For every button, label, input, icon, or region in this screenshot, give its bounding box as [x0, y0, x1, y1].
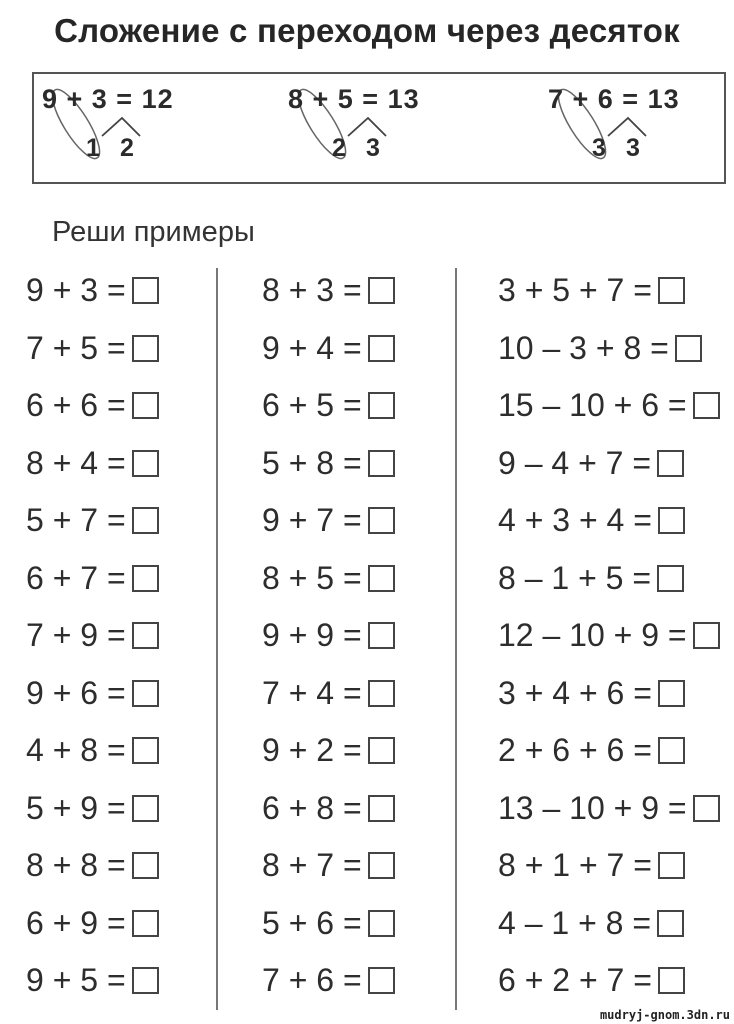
problem-row — [262, 377, 395, 435]
problem-text: 4 + 3 + 4 = — [498, 502, 652, 539]
problem-text: 6 + 5 = — [262, 387, 362, 424]
problem-row — [498, 320, 720, 378]
answer-box[interactable] — [368, 737, 395, 764]
problems-column-1 — [26, 262, 159, 1010]
problem-text: 8 – 1 + 5 = — [498, 559, 652, 596]
answer-box[interactable] — [368, 795, 395, 822]
example-box — [32, 72, 726, 184]
answer-box[interactable] — [132, 392, 159, 419]
part-first: 1 — [86, 134, 100, 162]
problem-text: 12 – 10 + 9 = — [498, 617, 687, 654]
problem-text: 5 + 7 = — [26, 502, 126, 539]
problem-row — [498, 837, 720, 895]
problem-text: 9 + 7 = — [262, 502, 362, 539]
answer-box[interactable] — [132, 967, 159, 994]
problem-row — [262, 492, 395, 550]
instruction-label: Реши примеры — [52, 216, 255, 248]
problem-text: 9 – 4 + 7 = — [498, 444, 652, 481]
example-equation: 9 + 3 = 12 — [42, 84, 174, 114]
problem-row — [26, 895, 159, 953]
answer-box[interactable] — [675, 335, 702, 362]
answer-box[interactable] — [368, 335, 395, 362]
answer-box[interactable] — [368, 852, 395, 879]
problem-row — [26, 722, 159, 780]
problem-text: 15 – 10 + 6 = — [498, 387, 687, 424]
problem-text: 9 + 5 = — [26, 962, 126, 999]
problem-text: 8 + 4 = — [26, 444, 126, 481]
problem-row — [498, 607, 720, 665]
problem-text: 10 – 3 + 8 = — [498, 329, 669, 366]
problem-text: 5 + 9 = — [26, 789, 126, 826]
problem-row — [26, 550, 159, 608]
problem-row — [498, 435, 720, 493]
example-parts — [332, 134, 400, 163]
answer-box[interactable] — [368, 507, 395, 534]
part-first: 2 — [332, 134, 346, 162]
problem-text: 4 + 8 = — [26, 732, 126, 769]
answer-box[interactable] — [132, 507, 159, 534]
problem-text: 13 – 10 + 9 = — [498, 789, 687, 826]
example-parts — [86, 134, 154, 163]
problem-row — [262, 550, 395, 608]
part-first: 3 — [592, 134, 606, 162]
problem-text: 9 + 3 = — [26, 272, 126, 309]
answer-box[interactable] — [368, 392, 395, 419]
problem-row — [26, 262, 159, 320]
problem-text: 8 + 5 = — [262, 559, 362, 596]
problem-row — [498, 722, 720, 780]
problem-text: 7 + 6 = — [262, 962, 362, 999]
answer-box[interactable] — [368, 622, 395, 649]
problem-row — [262, 780, 395, 838]
answer-box[interactable] — [658, 507, 685, 534]
problem-text: 5 + 8 = — [262, 444, 362, 481]
problem-text: 9 + 4 = — [262, 329, 362, 366]
example-equation: 8 + 5 = 13 — [288, 84, 420, 114]
problem-text: 6 + 7 = — [26, 559, 126, 596]
answer-box[interactable] — [693, 622, 720, 649]
problem-row — [498, 895, 720, 953]
problem-row — [26, 780, 159, 838]
problem-text: 3 + 5 + 7 = — [498, 272, 652, 309]
problem-row — [26, 377, 159, 435]
answer-box[interactable] — [132, 622, 159, 649]
problem-row — [26, 952, 159, 1010]
problem-text: 2 + 6 + 6 = — [498, 732, 652, 769]
problem-row — [262, 665, 395, 723]
problem-row — [262, 837, 395, 895]
answer-box[interactable] — [657, 910, 684, 937]
problem-row — [26, 607, 159, 665]
problem-text: 9 + 2 = — [262, 732, 362, 769]
answer-box[interactable] — [657, 450, 684, 477]
problem-row — [26, 320, 159, 378]
problem-row — [498, 780, 720, 838]
problem-text: 6 + 6 = — [26, 387, 126, 424]
problem-row — [262, 320, 395, 378]
answer-box[interactable] — [368, 910, 395, 937]
problem-row — [262, 262, 395, 320]
problem-text: 6 + 2 + 7 = — [498, 962, 652, 999]
problems-column-3 — [498, 262, 720, 1010]
problem-row — [262, 952, 395, 1010]
answer-box[interactable] — [368, 277, 395, 304]
answer-box[interactable] — [658, 277, 685, 304]
answer-box[interactable] — [132, 737, 159, 764]
answer-box[interactable] — [658, 680, 685, 707]
problem-row — [498, 665, 720, 723]
problem-text: 7 + 5 = — [26, 329, 126, 366]
part-second: 3 — [626, 134, 640, 162]
problem-text: 6 + 8 = — [262, 789, 362, 826]
problem-row — [26, 665, 159, 723]
watermark: mudryj-gnom.3dn.ru — [599, 1008, 730, 1022]
problem-row — [262, 435, 395, 493]
problem-text: 7 + 4 = — [262, 674, 362, 711]
answer-box[interactable] — [658, 967, 685, 994]
answer-box[interactable] — [368, 680, 395, 707]
answer-box[interactable] — [132, 277, 159, 304]
problem-row — [498, 377, 720, 435]
part-second: 2 — [120, 134, 134, 162]
problem-text: 6 + 9 = — [26, 904, 126, 941]
problem-text: 5 + 6 = — [262, 904, 362, 941]
problem-row — [498, 952, 720, 1010]
answer-box[interactable] — [132, 680, 159, 707]
example-parts — [592, 134, 660, 163]
problem-text: 7 + 9 = — [26, 617, 126, 654]
problem-row — [262, 895, 395, 953]
answer-box[interactable] — [368, 967, 395, 994]
answer-box[interactable] — [693, 795, 720, 822]
problem-text: 8 + 1 + 7 = — [498, 847, 652, 884]
answer-box[interactable] — [658, 737, 685, 764]
problem-text: 8 + 8 = — [26, 847, 126, 884]
column-divider — [455, 268, 457, 1010]
problem-row — [262, 607, 395, 665]
page-title: Сложение с переходом через десяток — [54, 12, 680, 49]
answer-box[interactable] — [368, 450, 395, 477]
answer-box[interactable] — [132, 910, 159, 937]
example-equation: 7 + 6 = 13 — [548, 84, 680, 114]
answer-box[interactable] — [368, 565, 395, 592]
problem-row — [262, 722, 395, 780]
problem-text: 8 + 3 = — [262, 272, 362, 309]
problem-row — [498, 492, 720, 550]
answer-box[interactable] — [657, 565, 684, 592]
problem-text: 8 + 7 = — [262, 847, 362, 884]
column-divider — [216, 268, 218, 1010]
answer-box[interactable] — [132, 335, 159, 362]
answer-box[interactable] — [132, 852, 159, 879]
problem-row — [498, 550, 720, 608]
part-second: 3 — [366, 134, 380, 162]
problem-row — [26, 492, 159, 550]
answer-box[interactable] — [658, 852, 685, 879]
answer-box[interactable] — [132, 565, 159, 592]
problem-text: 4 – 1 + 8 = — [498, 904, 652, 941]
problem-text: 3 + 4 + 6 = — [498, 674, 652, 711]
problem-row — [498, 262, 720, 320]
problems-column-2 — [262, 262, 395, 1010]
answer-box[interactable] — [693, 392, 720, 419]
answer-box[interactable] — [132, 795, 159, 822]
problem-text: 9 + 9 = — [262, 617, 362, 654]
problem-text: 9 + 6 = — [26, 674, 126, 711]
problem-row — [26, 435, 159, 493]
answer-box[interactable] — [132, 450, 159, 477]
problem-row — [26, 837, 159, 895]
